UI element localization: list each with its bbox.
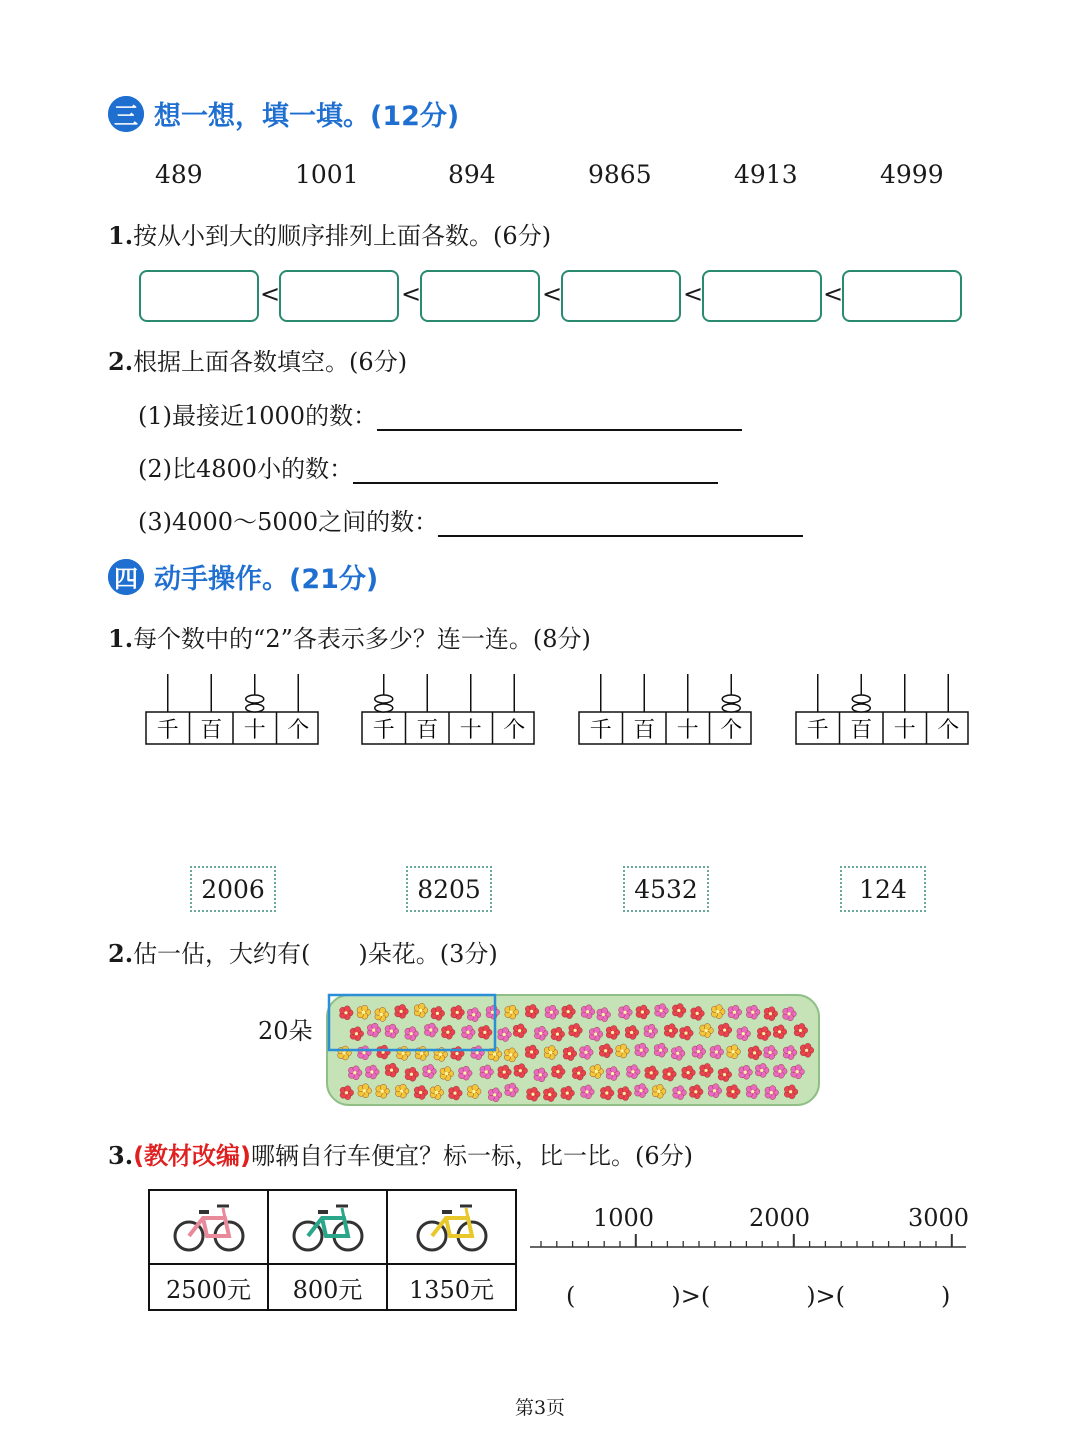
subquestion-3 xyxy=(138,502,803,537)
question-2 xyxy=(108,342,407,377)
problem-2-text: 估一估，大约有( )朵花。(3分) xyxy=(133,940,498,968)
bike-cell xyxy=(268,1190,387,1264)
abacus-3 xyxy=(578,672,752,746)
abacus-bead xyxy=(375,704,393,712)
less-than-sign: < xyxy=(260,280,281,308)
subquestion-2-text: (2)比4800小的数： xyxy=(138,455,354,483)
order-box-4[interactable] xyxy=(561,270,681,322)
order-box-3[interactable] xyxy=(420,270,540,322)
abacus-place-label: 百 xyxy=(850,718,873,743)
subquestion-1-text: (1)最接近1000的数： xyxy=(138,402,378,430)
question-1-number: 1. xyxy=(108,221,134,250)
abacus-place-label: 个 xyxy=(937,718,960,743)
abacus-place-label: 千 xyxy=(806,718,829,743)
number-4999: 4999 xyxy=(880,160,944,189)
abacus-place-label: 个 xyxy=(287,718,310,743)
abacus-bead xyxy=(852,695,870,703)
abacus-place-label: 十 xyxy=(459,718,482,743)
problem-2-number: 2. xyxy=(108,939,134,968)
less-than-sign: < xyxy=(823,280,844,308)
flower-field xyxy=(322,990,824,1110)
problem-1-text: 每个数中的“2”各表示多少？连一连。(8分) xyxy=(133,625,591,653)
number-1001: 1001 xyxy=(295,160,359,189)
textbook-adapted-tag: (教材改编) xyxy=(133,1142,251,1170)
section-3-title: 想一想，填一填。(12分) xyxy=(154,101,460,132)
abacus-bead xyxy=(722,695,740,703)
abacus-place-label: 百 xyxy=(416,718,439,743)
yellow-bike-icon xyxy=(412,1194,492,1254)
less-than-sign: < xyxy=(683,280,704,308)
problem-1 xyxy=(108,619,591,654)
abacus-place-label: 十 xyxy=(676,718,699,743)
abacus-place-label: 千 xyxy=(372,718,395,743)
less-than-sign: < xyxy=(542,280,563,308)
abacus-2 xyxy=(361,672,535,746)
number-894: 894 xyxy=(448,160,496,189)
bike-cell xyxy=(149,1190,268,1264)
problem-3 xyxy=(108,1136,693,1171)
answer-line-3[interactable] xyxy=(438,509,803,537)
bike-cell xyxy=(387,1190,516,1264)
number-line xyxy=(528,1232,968,1254)
question-1 xyxy=(108,216,551,251)
section-4-title: 动手操作。(21分) xyxy=(154,564,379,595)
abacus-place-label: 十 xyxy=(893,718,916,743)
question-2-text: 根据上面各数填空。(6分) xyxy=(133,348,408,376)
problem-3-number: 3. xyxy=(108,1141,134,1170)
number-489: 489 xyxy=(155,160,203,189)
bike-price-table xyxy=(148,1189,517,1311)
abacus-bead xyxy=(852,704,870,712)
abacus-bead xyxy=(375,695,393,703)
bike-price: 2500元 xyxy=(149,1264,268,1310)
order-box-1[interactable] xyxy=(139,270,259,322)
number-9865: 9865 xyxy=(588,160,652,189)
abacus-1 xyxy=(145,672,319,746)
match-number-4532[interactable]: 4532 xyxy=(623,866,709,912)
abacus-place-label: 百 xyxy=(633,718,656,743)
green-bike-icon xyxy=(288,1194,368,1254)
pink-bike-icon xyxy=(169,1194,249,1254)
bike-price: 800元 xyxy=(268,1264,387,1310)
abacus-place-label: 十 xyxy=(243,718,266,743)
problem-2 xyxy=(108,934,498,969)
problem-1-number: 1. xyxy=(108,624,134,653)
subquestion-3-text: (3)4000～5000之间的数： xyxy=(138,508,439,536)
section-3-badge: 三 xyxy=(108,96,144,132)
match-number-124[interactable]: 124 xyxy=(840,866,926,912)
section-4-heading xyxy=(108,557,378,596)
answer-line-2[interactable] xyxy=(353,456,718,484)
problem-3-text: 哪辆自行车便宜？标一标，比一比。(6分) xyxy=(251,1142,693,1170)
abacus-4 xyxy=(795,672,969,746)
section-3-heading xyxy=(108,94,459,133)
abacus-place-label: 千 xyxy=(156,718,179,743)
bike-price: 1350元 xyxy=(387,1264,516,1310)
abacus-bead xyxy=(246,695,264,703)
abacus-place-label: 个 xyxy=(503,718,526,743)
less-than-sign: < xyxy=(401,280,422,308)
numberline-label-3000: 3000 xyxy=(908,1204,970,1232)
order-box-6[interactable] xyxy=(842,270,962,322)
subquestion-2 xyxy=(138,449,718,484)
flower-sample-label: 20朵 xyxy=(258,1017,313,1045)
subquestion-1 xyxy=(138,396,742,431)
answer-line-1[interactable] xyxy=(377,403,742,431)
order-box-5[interactable] xyxy=(702,270,822,322)
abacus-place-label: 千 xyxy=(589,718,612,743)
numberline-label-1000: 1000 xyxy=(593,1204,655,1232)
abacus-place-label: 百 xyxy=(200,718,223,743)
match-number-2006[interactable]: 2006 xyxy=(190,866,276,912)
abacus-bead xyxy=(246,704,264,712)
abacus-place-label: 个 xyxy=(720,718,743,743)
question-1-text: 按从小到大的顺序排列上面各数。(6分) xyxy=(133,222,552,250)
number-4913: 4913 xyxy=(734,160,798,189)
order-box-2[interactable] xyxy=(279,270,399,322)
page-number: 第3页 xyxy=(514,1397,566,1419)
abacus-bead xyxy=(722,704,740,712)
match-number-8205[interactable]: 8205 xyxy=(406,866,492,912)
section-4-badge: 四 xyxy=(108,559,144,595)
question-2-number: 2. xyxy=(108,347,134,376)
numberline-label-2000: 2000 xyxy=(749,1204,811,1232)
comparison-answer: ( )>( )>( ) xyxy=(566,1282,951,1310)
